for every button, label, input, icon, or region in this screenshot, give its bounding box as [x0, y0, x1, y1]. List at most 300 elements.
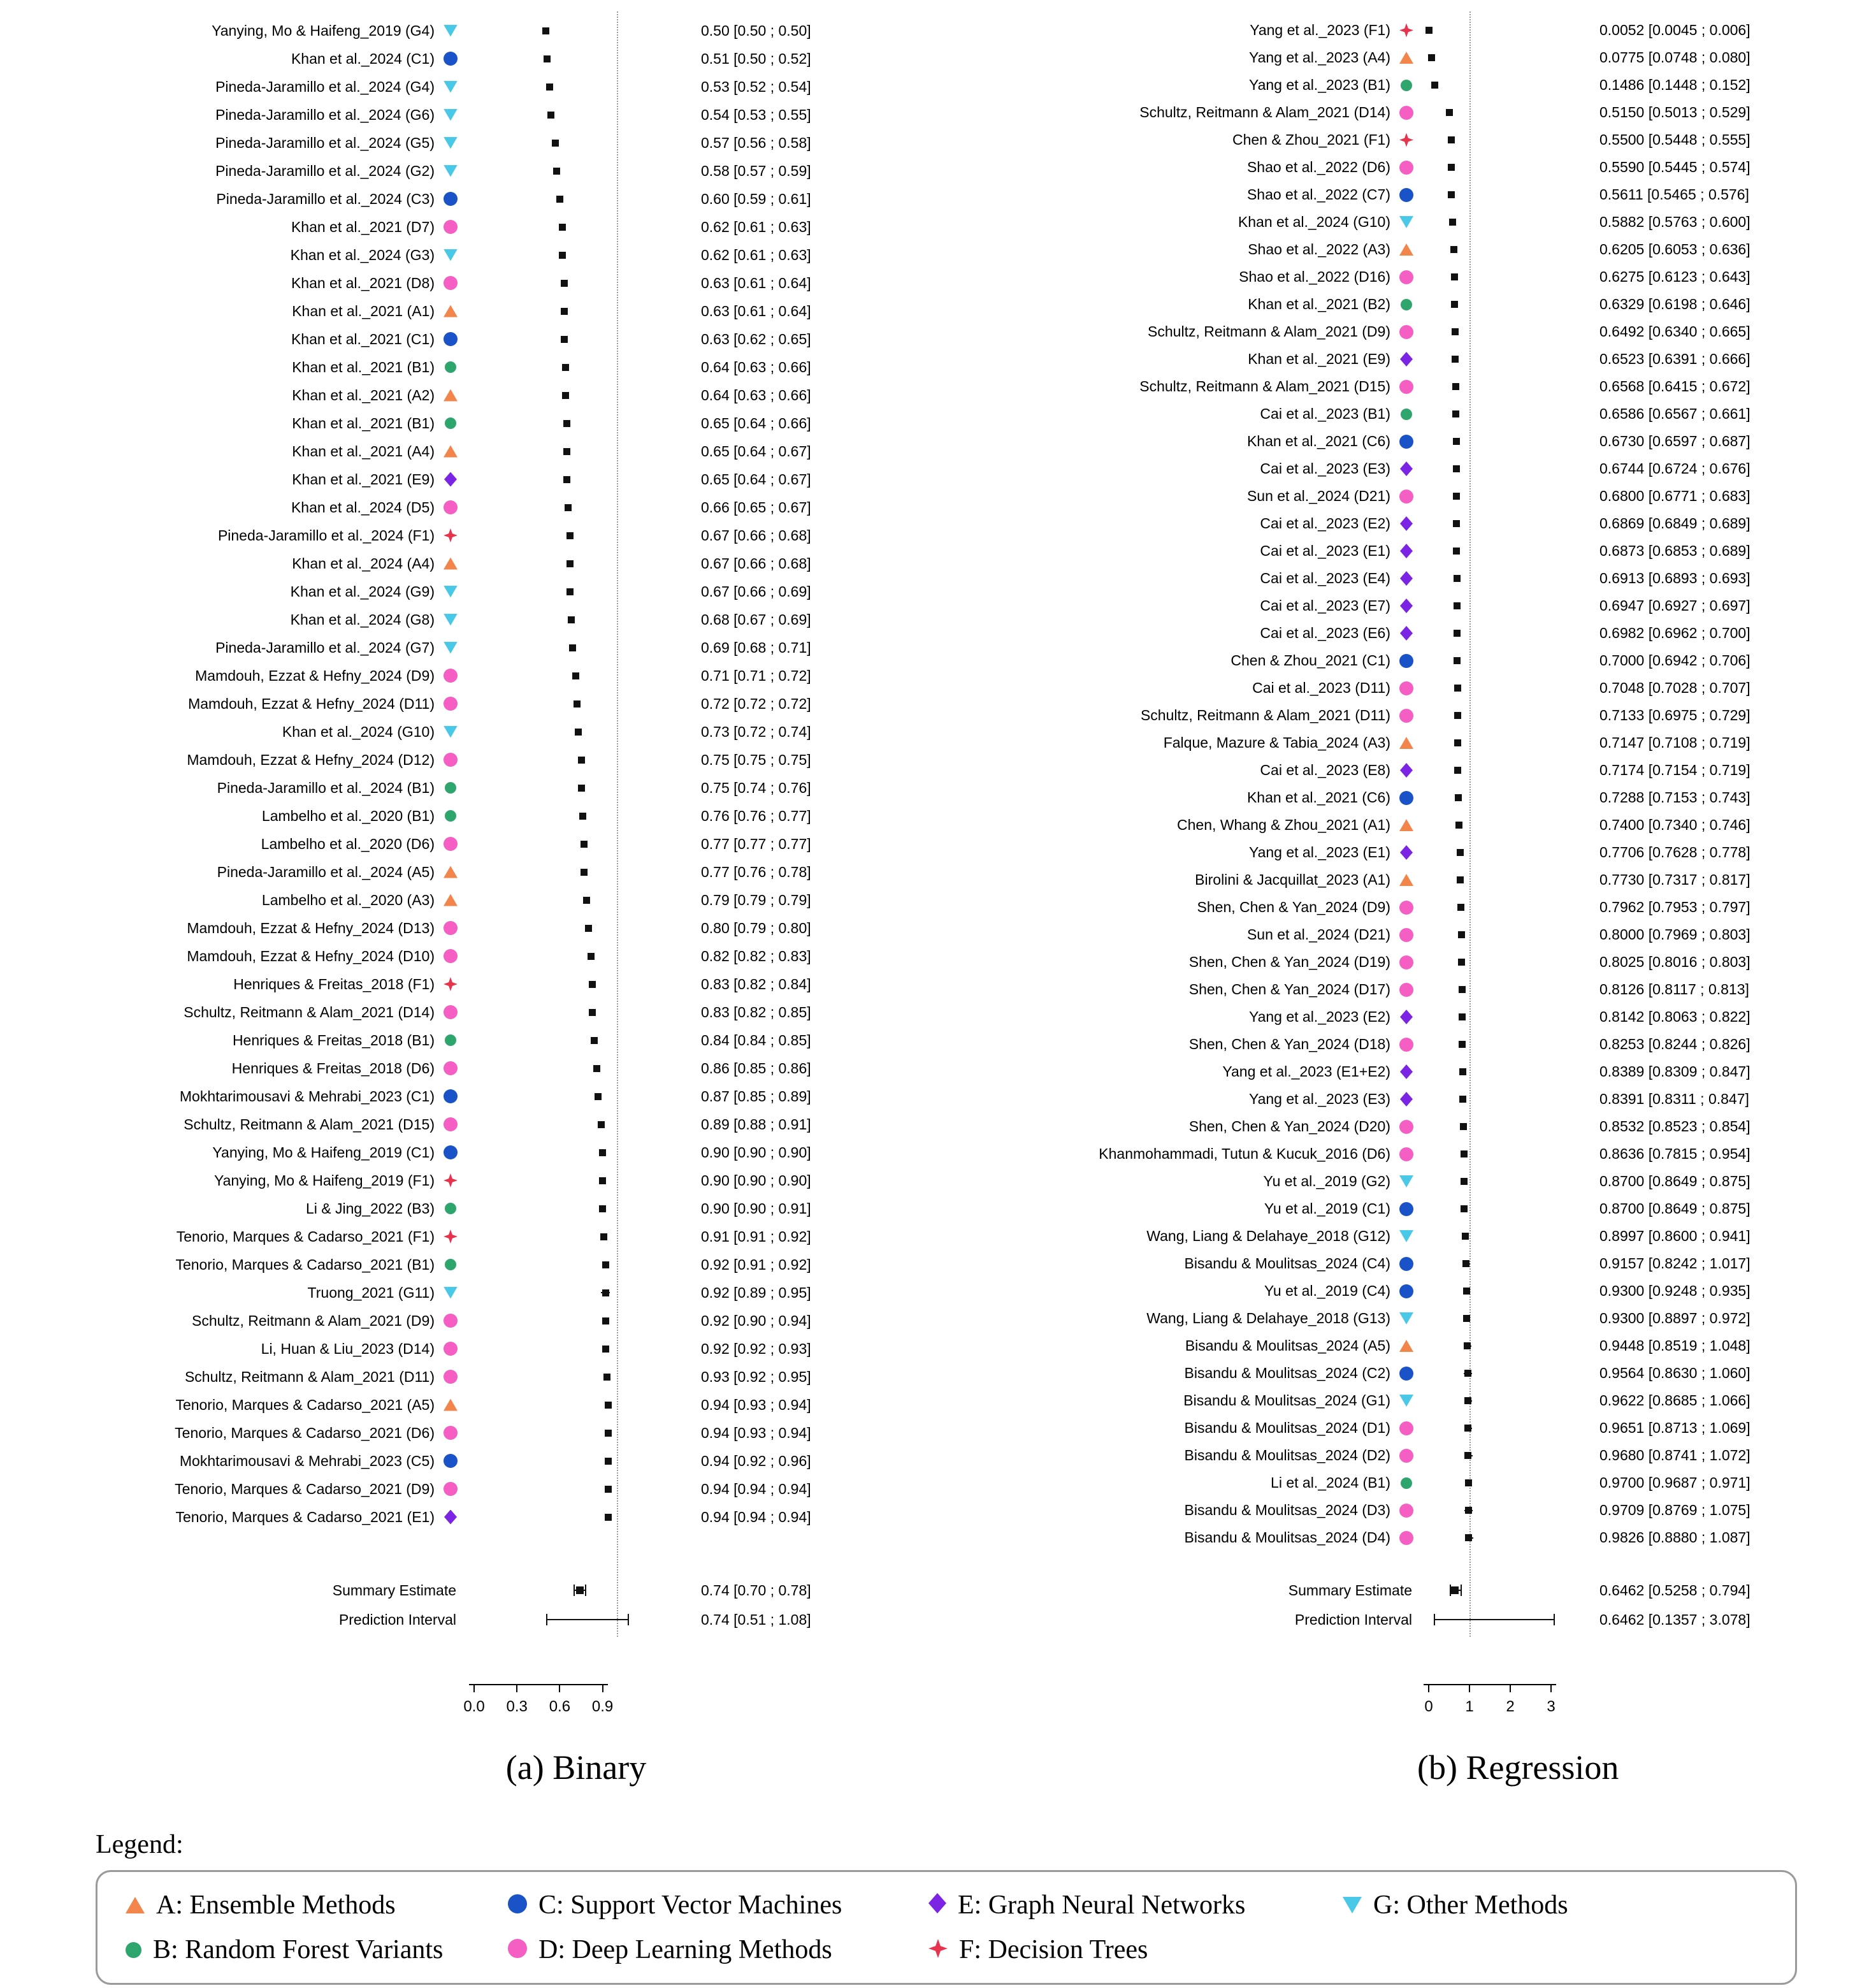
study-label: Schultz, Reitmann & Alam_2021 (D15) — [1139, 378, 1390, 395]
method-marker — [440, 332, 461, 346]
estimate-text: 0.57 [0.56 ; 0.58] — [701, 134, 811, 151]
method-marker — [440, 1117, 461, 1131]
point-square — [1455, 822, 1462, 829]
method-marker — [440, 1259, 461, 1270]
study-label: Khan et al._2021 (A4) — [292, 442, 435, 460]
study-row — [918, 1085, 1806, 1113]
diamond-icon — [1400, 1092, 1413, 1106]
star4-icon — [928, 1939, 948, 1958]
point-square — [1446, 109, 1453, 116]
ci-plot — [1417, 1469, 1589, 1497]
study-row — [19, 942, 882, 970]
estimate-text: 0.9300 [0.9248 ; 0.935] — [1599, 1282, 1750, 1299]
ci-plot — [1417, 345, 1589, 373]
ci-plot — [461, 662, 691, 690]
study-label: Sun et al._2024 (D21) — [1246, 488, 1390, 504]
method-marker — [1396, 737, 1417, 749]
point-square — [599, 1149, 606, 1156]
method-marker — [440, 614, 461, 626]
method-marker — [440, 1426, 461, 1440]
study-row — [19, 409, 882, 437]
study-label: Yanying, Mo & Haifeng_2019 (F1) — [213, 1172, 435, 1189]
point-square — [1454, 602, 1461, 609]
prediction-estimate: 0.6462 [0.1357 ; 3.078] — [1599, 1611, 1750, 1628]
circle-icon — [1399, 1367, 1413, 1381]
study-label: Lambelho et al._2020 (D6) — [261, 835, 435, 852]
study-row — [918, 757, 1806, 784]
study-row — [918, 1195, 1806, 1223]
estimate-text: 0.92 [0.92 ; 0.93] — [701, 1340, 811, 1357]
study-row — [918, 1497, 1806, 1524]
study-row — [19, 690, 882, 718]
ci-plot — [461, 914, 691, 942]
diamond-icon — [1400, 544, 1413, 558]
study-label: Pineda-Jaramillo et al._2024 (G5) — [215, 134, 435, 151]
ci-plot — [461, 325, 691, 353]
legend-marker — [508, 1890, 527, 1920]
point-square — [567, 532, 574, 539]
estimate-text: 0.65 [0.64 ; 0.67] — [701, 442, 811, 460]
point-square — [1453, 493, 1460, 500]
method-marker — [1396, 270, 1417, 284]
method-marker — [1396, 216, 1417, 228]
ci-plot — [461, 185, 691, 213]
circle-icon — [444, 1145, 458, 1159]
point-square — [1453, 465, 1460, 472]
triangle-down-icon — [1399, 1175, 1413, 1187]
legend-marker — [126, 1934, 141, 1965]
study-label: Henriques & Freitas_2018 (D6) — [231, 1059, 435, 1077]
study-row — [918, 1469, 1806, 1497]
study-row — [19, 1082, 882, 1110]
estimate-text: 0.6982 [0.6962 ; 0.700] — [1599, 625, 1750, 641]
ci-plot — [461, 1054, 691, 1082]
point-square — [567, 588, 574, 595]
axis-tick-label: 0.3 — [506, 1698, 528, 1715]
point-square — [1454, 712, 1461, 719]
method-marker — [440, 1370, 461, 1384]
method-marker — [440, 500, 461, 514]
point-square — [1457, 904, 1464, 911]
estimate-text: 0.6205 [0.6053 ; 0.636] — [1599, 241, 1750, 258]
point-square — [1448, 191, 1455, 198]
ci-plot — [461, 465, 691, 493]
ci-plot — [461, 1363, 691, 1391]
ci-cap — [546, 1614, 547, 1625]
ci-plot — [461, 1110, 691, 1138]
method-marker — [440, 528, 461, 542]
method-marker — [1396, 1010, 1417, 1024]
circle-icon — [1399, 325, 1413, 339]
circle-icon — [445, 810, 456, 822]
circle-icon — [444, 1454, 458, 1468]
ci-plot — [1417, 236, 1589, 263]
study-label: Shen, Chen & Yan_2024 (D17) — [1188, 981, 1390, 998]
study-label: Khan et al._2021 (E9) — [292, 470, 435, 488]
study-label: Li & Jing_2022 (B3) — [305, 1200, 435, 1217]
method-marker — [440, 472, 461, 487]
method-marker — [1396, 516, 1417, 531]
ci-cap — [1461, 1585, 1462, 1596]
regression-panel-title: (b) Regression — [1417, 1748, 1619, 1787]
study-row — [19, 213, 882, 241]
point-square — [1451, 301, 1458, 308]
study-label: Chen & Zhou_2021 (C1) — [1231, 652, 1390, 669]
study-row — [19, 465, 882, 493]
ci-plot — [461, 17, 691, 45]
point-square — [1426, 27, 1433, 34]
point-square — [578, 785, 585, 792]
study-row — [19, 1223, 882, 1251]
estimate-text: 0.90 [0.90 ; 0.91] — [701, 1200, 811, 1217]
ci-plot — [461, 521, 691, 549]
point-square — [544, 55, 551, 62]
method-marker — [1396, 763, 1417, 778]
axis-tick — [473, 1684, 475, 1692]
point-square — [1431, 82, 1438, 89]
legend-title: Legend: — [96, 1830, 184, 1859]
ci-cap — [574, 1585, 575, 1596]
summary-block — [918, 1576, 1806, 1634]
point-square — [1458, 931, 1465, 938]
star4-icon — [444, 977, 458, 991]
study-label: Sun et al._2024 (D21) — [1246, 926, 1390, 943]
ci-plot — [461, 1475, 691, 1503]
point-square — [600, 1233, 607, 1240]
ci-plot — [1417, 948, 1589, 976]
legend-section — [96, 1829, 1855, 1985]
legend-marker — [928, 1934, 948, 1965]
point-square — [1453, 438, 1460, 445]
study-label: Khan et al._2024 (C1) — [291, 50, 435, 67]
study-label: Shen, Chen & Yan_2024 (D18) — [1188, 1036, 1390, 1052]
study-row — [918, 784, 1806, 811]
estimate-text: 0.9564 [0.8630 ; 1.060] — [1599, 1365, 1750, 1381]
ci-plot — [461, 269, 691, 297]
study-label: Bisandu & Moulitsas_2024 (G1) — [1183, 1392, 1390, 1409]
point-square — [1464, 1397, 1471, 1404]
circle-icon — [1399, 490, 1413, 504]
estimate-text: 0.6913 [0.6893 ; 0.693] — [1599, 570, 1750, 586]
circle-icon — [444, 1342, 458, 1356]
study-row — [19, 914, 882, 942]
ci-plot — [461, 830, 691, 858]
method-marker — [1396, 352, 1417, 366]
method-marker — [440, 1145, 461, 1159]
study-row — [918, 537, 1806, 565]
ci-plot — [1417, 1605, 1589, 1634]
study-row — [918, 729, 1806, 757]
point-square — [572, 672, 579, 679]
estimate-text: 0.50 [0.50 ; 0.50] — [701, 22, 811, 39]
legend-label-e: E: Graph Neural Networks — [958, 1890, 1246, 1920]
triangle-up-icon — [1399, 52, 1413, 64]
study-label: Henriques & Freitas_2018 (B1) — [232, 1031, 435, 1048]
method-marker — [440, 165, 461, 177]
ci-plot — [461, 634, 691, 662]
legend-label-g: G: Other Methods — [1373, 1890, 1568, 1920]
estimate-text: 0.0775 [0.0748 ; 0.080] — [1599, 49, 1750, 66]
estimate-text: 0.58 [0.57 ; 0.59] — [701, 162, 811, 179]
study-row — [918, 1414, 1806, 1442]
study-row — [19, 101, 882, 129]
method-marker — [1396, 901, 1417, 915]
summary-label: Summary Estimate — [1288, 1581, 1412, 1599]
point-square — [589, 981, 596, 988]
point-square — [1455, 794, 1462, 801]
study-row — [19, 45, 882, 73]
study-label: Lambelho et al._2020 (A3) — [261, 891, 435, 908]
estimate-text: 0.7962 [0.7953 ; 0.797] — [1599, 899, 1750, 915]
estimate-text: 0.92 [0.89 ; 0.95] — [701, 1284, 811, 1301]
ci-whisker — [1434, 1619, 1554, 1620]
point-square — [595, 1093, 602, 1100]
triangle-down-icon — [444, 614, 458, 626]
point-square — [605, 1430, 612, 1437]
study-label: Schultz, Reitmann & Alam_2021 (D14) — [184, 1003, 435, 1020]
ci-cap — [628, 1614, 629, 1625]
estimate-text: 0.62 [0.61 ; 0.63] — [701, 218, 811, 235]
estimate-text: 0.94 [0.93 ; 0.94] — [701, 1396, 811, 1413]
estimate-text: 0.64 [0.63 ; 0.66] — [701, 358, 811, 375]
study-row — [918, 976, 1806, 1003]
point-square — [553, 168, 560, 175]
estimate-text: 0.6275 [0.6123 ; 0.643] — [1599, 268, 1750, 285]
method-marker — [440, 697, 461, 711]
circle-icon — [1401, 299, 1412, 310]
estimate-text: 0.79 [0.79 ; 0.79] — [701, 891, 811, 908]
study-label: Mamdouh, Ezzat & Hefny_2024 (D12) — [187, 751, 435, 768]
study-row — [918, 565, 1806, 592]
estimate-text: 0.8997 [0.8600 ; 0.941] — [1599, 1228, 1750, 1244]
circle-icon — [1399, 1284, 1413, 1298]
method-marker — [440, 977, 461, 991]
point-square — [575, 729, 582, 736]
point-square — [1457, 876, 1464, 883]
point-square — [602, 1289, 609, 1296]
circle-icon — [1399, 901, 1413, 915]
method-marker — [440, 389, 461, 402]
ci-plot — [461, 1166, 691, 1194]
estimate-text: 0.7048 [0.7028 ; 0.707] — [1599, 679, 1750, 696]
study-label: Shao et al._2022 (D6) — [1246, 159, 1390, 175]
study-row — [19, 381, 882, 409]
triangle-up-icon — [1399, 737, 1413, 749]
study-label: Pineda-Jaramillo et al._2024 (C3) — [216, 190, 435, 207]
method-marker — [440, 586, 461, 598]
diamond-icon — [1400, 599, 1413, 613]
point-square — [562, 364, 569, 371]
ci-plot — [1417, 44, 1589, 71]
estimate-text: 0.83 [0.82 ; 0.85] — [701, 1003, 811, 1020]
triangle-up-icon — [444, 894, 458, 906]
diamond-icon — [444, 472, 457, 487]
circle-icon — [444, 52, 458, 66]
study-row — [918, 1250, 1806, 1277]
point-square — [569, 644, 576, 651]
axis-tick-label: 0.9 — [591, 1698, 614, 1715]
summary-square — [576, 1586, 584, 1594]
method-marker — [440, 837, 461, 851]
study-row — [19, 858, 882, 886]
study-row — [918, 428, 1806, 455]
estimate-text: 0.60 [0.59 ; 0.61] — [701, 190, 811, 207]
ci-plot — [461, 1335, 691, 1363]
circle-icon — [444, 1061, 458, 1075]
legend-label-d: D: Deep Learning Methods — [538, 1935, 832, 1964]
study-row — [918, 482, 1806, 510]
study-row — [19, 1166, 882, 1194]
triangle-up-icon — [1399, 874, 1413, 886]
circle-icon — [1399, 1038, 1413, 1052]
ci-plot — [461, 577, 691, 606]
ci-plot — [1417, 674, 1589, 702]
study-row — [918, 263, 1806, 291]
triangle-up-icon — [444, 389, 458, 402]
ci-plot — [1417, 757, 1589, 784]
study-label: Pineda-Jaramillo et al._2024 (G7) — [215, 639, 435, 656]
method-marker — [1396, 52, 1417, 64]
ci-plot — [461, 549, 691, 577]
estimate-text: 0.7174 [0.7154 ; 0.719] — [1599, 762, 1750, 778]
study-label: Yang et al._2023 (A4) — [1248, 49, 1390, 66]
ci-plot — [1417, 894, 1589, 921]
diamond-icon — [1400, 845, 1413, 860]
study-label: Wang, Liang & Delahaye_2018 (G13) — [1146, 1310, 1390, 1326]
study-row — [19, 1503, 882, 1531]
circle-icon — [444, 1426, 458, 1440]
study-label: Cai et al._2023 (E8) — [1260, 762, 1390, 778]
study-row — [19, 1110, 882, 1138]
ci-plot — [461, 942, 691, 970]
point-square — [581, 869, 588, 876]
point-square — [1458, 959, 1465, 966]
estimate-text: 0.53 [0.52 ; 0.54] — [701, 78, 811, 95]
diamond-icon — [1400, 1010, 1413, 1024]
study-row — [918, 702, 1806, 729]
estimate-text: 0.7000 [0.6942 ; 0.706] — [1599, 652, 1750, 669]
axis-line — [469, 1684, 608, 1685]
study-row — [19, 269, 882, 297]
ci-plot — [461, 774, 691, 802]
triangle-down-icon — [1343, 1897, 1362, 1913]
triangle-down-icon — [444, 165, 458, 177]
point-square — [1459, 986, 1466, 993]
point-square — [593, 1065, 600, 1072]
study-row — [19, 606, 882, 634]
estimate-text: 0.6523 [0.6391 ; 0.666] — [1599, 351, 1750, 367]
study-row — [918, 1168, 1806, 1195]
method-marker — [1396, 571, 1417, 586]
study-label: Truong_2021 (G11) — [307, 1284, 435, 1301]
point-square — [1459, 1013, 1466, 1020]
diamond-icon — [1400, 626, 1413, 641]
circle-icon — [1399, 1257, 1413, 1271]
method-marker — [1396, 133, 1417, 147]
method-marker — [1396, 161, 1417, 175]
method-marker — [440, 642, 461, 654]
study-row — [918, 1332, 1806, 1360]
method-marker — [1396, 1120, 1417, 1134]
estimate-text: 0.8253 [0.8244 ; 0.826] — [1599, 1036, 1750, 1052]
method-marker — [440, 446, 461, 458]
study-row — [918, 126, 1806, 154]
study-row — [918, 1305, 1806, 1332]
method-marker — [1396, 599, 1417, 613]
study-row — [918, 345, 1806, 373]
study-label: Shen, Chen & Yan_2024 (D9) — [1197, 899, 1390, 915]
axis-tick-label: 0.6 — [549, 1698, 571, 1715]
ci-plot — [1417, 1387, 1589, 1414]
ci-plot — [461, 1419, 691, 1447]
method-marker — [1396, 80, 1417, 91]
triangle-up-icon — [1399, 819, 1413, 831]
study-label: Bisandu & Moulitsas_2024 (C2) — [1184, 1365, 1390, 1381]
estimate-text: 0.77 [0.77 ; 0.77] — [701, 835, 811, 852]
ci-plot — [461, 1194, 691, 1223]
estimate-text: 0.93 [0.92 ; 0.95] — [701, 1368, 811, 1385]
study-row — [19, 1279, 882, 1307]
estimate-text: 0.8532 [0.8523 ; 0.854] — [1599, 1118, 1750, 1135]
ci-plot — [461, 1026, 691, 1054]
estimate-text: 0.67 [0.66 ; 0.68] — [701, 555, 811, 572]
circle-icon — [444, 1314, 458, 1328]
estimate-text: 0.9709 [0.8769 ; 1.075] — [1599, 1502, 1750, 1518]
study-label: Schultz, Reitmann & Alam_2021 (D11) — [1140, 707, 1390, 723]
study-row — [19, 1391, 882, 1419]
estimate-text: 0.8700 [0.8649 ; 0.875] — [1599, 1173, 1750, 1189]
ci-plot — [1417, 1058, 1589, 1085]
study-label: Cai et al._2023 (E7) — [1260, 597, 1390, 614]
ci-plot — [1417, 1332, 1589, 1360]
method-marker — [440, 1454, 461, 1468]
study-label: Wang, Liang & Delahaye_2018 (G12) — [1146, 1228, 1390, 1244]
study-label: Li et al._2024 (B1) — [1271, 1474, 1390, 1491]
estimate-text: 0.75 [0.75 ; 0.75] — [701, 751, 811, 768]
method-marker — [440, 1230, 461, 1244]
point-square — [563, 476, 570, 483]
estimate-text: 0.76 [0.76 ; 0.77] — [701, 807, 811, 824]
circle-icon — [444, 1117, 458, 1131]
circle-icon — [1399, 1147, 1413, 1161]
ci-plot — [461, 101, 691, 129]
point-square — [1465, 1507, 1472, 1514]
study-label: Khan et al._2021 (B1) — [292, 414, 435, 432]
point-square — [605, 1458, 612, 1465]
point-square — [599, 1205, 606, 1212]
ci-plot — [1417, 1277, 1589, 1305]
circle-icon — [444, 1370, 458, 1384]
study-label: Yu et al._2019 (C4) — [1264, 1282, 1390, 1299]
ci-plot — [1417, 181, 1589, 208]
method-marker — [1396, 435, 1417, 449]
ci-plot — [1417, 1442, 1589, 1469]
study-row — [918, 894, 1806, 921]
study-row — [19, 185, 882, 213]
ci-plot — [1417, 537, 1589, 565]
ci-plot — [461, 1082, 691, 1110]
circle-icon — [444, 837, 458, 851]
estimate-text: 0.83 [0.82 ; 0.84] — [701, 975, 811, 992]
study-row — [19, 493, 882, 521]
study-row — [19, 662, 882, 690]
ci-plot — [1417, 154, 1589, 181]
estimate-text: 0.90 [0.90 ; 0.90] — [701, 1172, 811, 1189]
study-row — [918, 921, 1806, 948]
ci-cap — [585, 1585, 586, 1596]
point-square — [546, 83, 553, 91]
ci-plot — [1417, 1250, 1589, 1277]
